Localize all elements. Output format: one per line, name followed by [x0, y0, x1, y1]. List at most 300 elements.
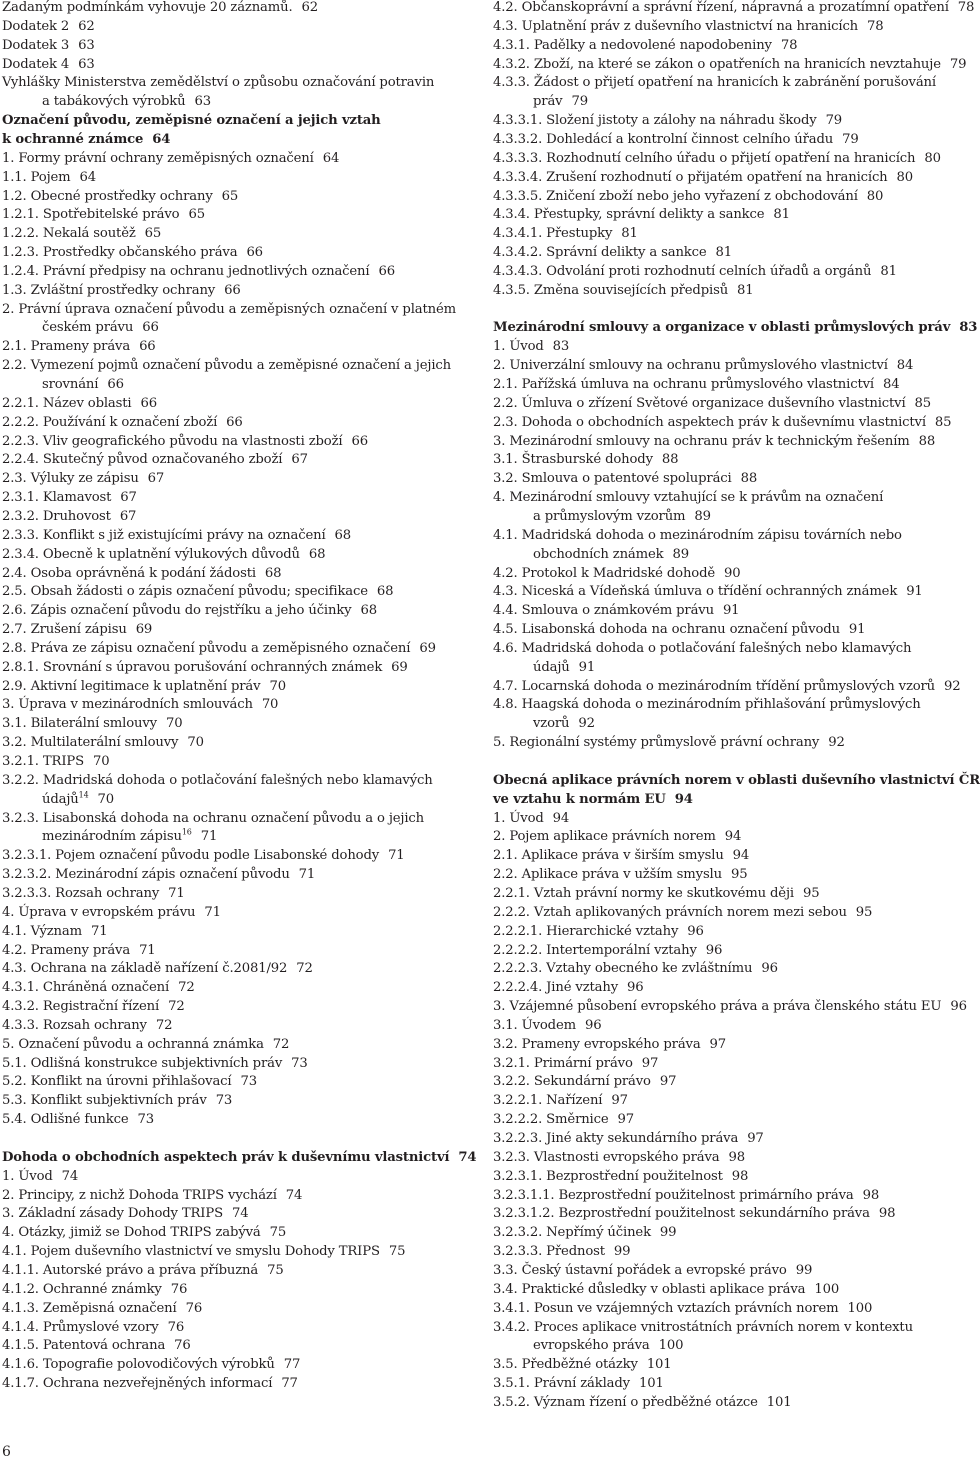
toc-entry [533, 509, 711, 525]
toc-entry-title: 2.8.1. Srovnání s úpravou porušování ochranných známek [2, 659, 383, 675]
toc-entry [2, 151, 339, 167]
toc-entry-title: 4.3.1. Chráněná označení [2, 980, 170, 996]
toc-entry [493, 377, 899, 393]
toc-entry [42, 320, 159, 336]
toc-entry-title: Obecná aplikace právních norem v oblasti duševního vlastnictví ČR [493, 772, 980, 788]
toc-entry [2, 396, 157, 412]
toc-entry-title: 2. Právní úprava označení původu a zeměpisných označení v platném [2, 301, 456, 317]
toc-entry-title: 4.3.3.3. Rozhodnutí celního úřadu o přijetí opatření na hranicích [493, 150, 916, 166]
toc-entry-page: 66 [351, 433, 368, 449]
toc-entry [493, 867, 747, 883]
toc-entry-page: 94 [674, 791, 693, 807]
toc-entry-page: 98 [731, 1168, 749, 1184]
toc-entry-page: 66 [226, 414, 243, 430]
toc-entry-page: 74 [61, 1168, 79, 1184]
toc-entry [2, 1206, 248, 1222]
toc-entry-title: 5. Označení původu a ochranná známka [2, 1036, 264, 1052]
toc-entry-title: 4.1. Význam [2, 923, 82, 939]
toc-entry [2, 1074, 257, 1090]
toc-entry [533, 547, 689, 563]
toc-entry-title: 2.2.2.1. Hierarchické vztahy [493, 923, 679, 939]
toc-entry-title: 4.3.1. Padělky a nedovolené napodobeniny [493, 37, 772, 53]
toc-entry-page: 97 [709, 1036, 727, 1052]
toc-entry [2, 452, 308, 468]
toc-entry [493, 961, 778, 977]
toc-entry-page: 68 [334, 527, 351, 543]
toc-entry-page: 91 [578, 659, 596, 675]
toc-entry-title: údajů [533, 659, 570, 675]
toc-entry-title: Dodatek 4 [2, 56, 70, 72]
toc-entry [42, 829, 217, 845]
toc-entry-page: 97 [641, 1055, 659, 1071]
toc-entry-page: 89 [694, 508, 711, 524]
toc-entry-page: 66 [139, 339, 156, 355]
toc-entry-title: evropského práva [533, 1338, 650, 1354]
toc-entry-page: 76 [174, 1338, 191, 1354]
toc-entry-title: 3.1. Úvodem [493, 1017, 576, 1033]
toc-entry-title: 2.1. Prameny práva [2, 339, 131, 355]
toc-entry [2, 528, 351, 544]
toc-entry [2, 999, 185, 1015]
toc-entry-title: Zadaným podmínkám vyhovuje 20 záznamů. [2, 0, 293, 15]
toc-entry-title: 2.8. Práva ze zápisu označení původu a zeměpisného označení [2, 640, 411, 656]
toc-entry [2, 1301, 202, 1317]
toc-entry-page: 67 [120, 490, 137, 506]
toc-entry-page: 96 [584, 1017, 602, 1033]
toc-entry [2, 1357, 300, 1373]
toc-entry-page: 78 [957, 0, 975, 15]
toc-entry-page: 80 [924, 150, 941, 166]
toc-entry [42, 94, 211, 110]
toc-entry-page: 90 [724, 565, 741, 581]
toc-entry [493, 19, 884, 35]
toc-entry-page: 96 [705, 942, 723, 958]
toc-entry-page: 95 [730, 867, 748, 883]
toc-entry-title: 3.2.3. Vlastnosti evropského práva [493, 1149, 720, 1165]
toc-entry-page: 81 [715, 245, 733, 261]
toc-entry-title: 2.4. Osoba oprávněná k podání žádosti [2, 565, 256, 581]
toc-entry [2, 1169, 78, 1185]
toc-entry [493, 1282, 839, 1298]
toc-entry-title: 2.2.1. Název oblasti [2, 395, 132, 411]
toc-entry [493, 735, 845, 751]
toc-entry-page: 76 [185, 1300, 203, 1316]
toc-entry-title: 4.1.4. Průmyslové vzory [2, 1319, 159, 1335]
toc-entry-title: 4.3.5. Změna souvisejících předpisů [493, 282, 729, 298]
toc-entry-title: 3.2.2.2. Směrnice [493, 1112, 609, 1128]
toc-entry [2, 1338, 191, 1354]
toc-entry [2, 415, 243, 431]
toc-entry-title: 4.3.3.1. Složení jistoty a zálohy na náhradu škody [493, 113, 817, 129]
toc-entry [42, 377, 124, 393]
toc-entry [2, 943, 156, 959]
toc-entry-title: 4. Úprava v evropském právu [2, 904, 196, 920]
toc-entry [2, 358, 451, 374]
toc-entry [2, 339, 156, 355]
toc-entry-title: 2.2.2. Vztah aplikovaných právních norem mezi sebou [493, 904, 847, 920]
toc-entry-title: 2. Univerzální smlouvy na ochranu průmyslového vlastnictví [493, 358, 888, 374]
toc-entry-page: 80 [866, 188, 884, 204]
toc-entry-page: 68 [360, 603, 377, 619]
toc-entry [493, 132, 859, 148]
toc-entry-page: 63 [78, 56, 95, 72]
toc-entry-title: 4.3.3. Žádost o přijetí opatření na hranicích k zabránění porušování [493, 75, 936, 91]
toc-entry [493, 1357, 672, 1373]
toc-entry-page: 72 [296, 961, 313, 977]
toc-entry-title: 4.3.2. Registrační řízení [2, 999, 160, 1015]
toc-entry [493, 886, 819, 902]
toc-entry-title: 4.7. Locarnská dohoda o mezinárodním třídění průmyslových vzorů [493, 678, 936, 694]
toc-entry [493, 1320, 913, 1336]
toc-entry [493, 1169, 748, 1185]
toc-entry-page: 62 [301, 0, 318, 15]
toc-entry-title: 4.3.3.2. Dohledácí a kontrolní činnost celního úřadu [493, 131, 834, 147]
toc-entry-page: 65 [188, 207, 205, 223]
toc-entry [2, 660, 408, 676]
toc-entry [493, 1037, 726, 1053]
toc-entry [2, 283, 241, 299]
toc-entry [2, 1376, 298, 1392]
toc-entry-title: 3.2.1. Primární právo [493, 1055, 633, 1071]
toc-entry-page: 97 [611, 1093, 628, 1109]
toc-entry-page: 75 [267, 1262, 284, 1278]
toc-entry-title: 3.1. Štrasburské dohody [493, 452, 653, 468]
toc-entry [533, 660, 595, 676]
toc-entry-title: 5.2. Konflikt na úrovni přihlašovací [2, 1074, 232, 1090]
toc-entry [493, 1112, 634, 1128]
toc-entry [493, 151, 941, 167]
toc-entry-title: 4.3.2. Zboží, na které se zákon o opatřeních na hranicích nevztahuje [493, 56, 941, 72]
toc-entry [2, 1112, 154, 1128]
toc-entry-page: 64 [152, 131, 171, 147]
toc-entry-title: 2.3.1. Klamavost [2, 490, 112, 506]
toc-entry [2, 490, 137, 506]
toc-entry [2, 434, 368, 450]
toc-entry [2, 641, 436, 657]
toc-entry [493, 339, 569, 355]
toc-entry [42, 792, 114, 808]
toc-entry-title: ve vztahu k normám EU [493, 791, 666, 807]
toc-entry-title: 5.1. Odlišná konstrukce subjektivních práv [2, 1055, 283, 1071]
toc-entry [493, 226, 638, 242]
toc-entry-page: 64 [79, 169, 97, 185]
toc-entry-page: 75 [388, 1244, 406, 1260]
toc-entry-title: 4.2. Občanskoprávní a správní řízení, nápravná a prozatímní opatření [493, 0, 949, 15]
toc-entry-page: 98 [878, 1206, 896, 1222]
toc-entry [2, 170, 96, 186]
toc-entry-title: 5. Regionální systémy průmyslově právní ochrany [493, 735, 820, 751]
toc-entry-title: 4.1.5. Patentová ochrana [2, 1338, 166, 1354]
toc-entry [2, 603, 377, 619]
toc-entry-title: 3.4.2. Proces aplikace vnitrostátních právních norem v kontextu [493, 1319, 913, 1335]
toc-entry [2, 0, 318, 16]
toc-entry-title: 1.3. Zvláštní prostředky ochrany [2, 282, 216, 298]
toc-entry-title: Dodatek 2 [2, 18, 70, 34]
toc-entry [493, 792, 693, 808]
toc-entry [493, 848, 749, 864]
toc-entry-page: 70 [261, 697, 279, 713]
toc-entry-title: 4.1.1. Autorské právo a práva příbuzná [2, 1262, 259, 1278]
toc-entry [2, 716, 182, 732]
toc-entry-title: 2.5. Obsah žádosti o zápis označení původu; specifikace [2, 584, 368, 600]
toc-entry [493, 57, 966, 73]
toc-entry-page: 66 [107, 377, 124, 392]
toc-entry-title: 3. Základní zásady Dohody TRIPS [2, 1206, 223, 1222]
toc-entry-page: 99 [659, 1225, 677, 1241]
toc-entry-title: 3.2.2.1. Nařízení [493, 1093, 603, 1109]
toc-entry-title: 4.4. Smlouva o známkovém právu [493, 603, 714, 619]
toc-entry-page: 63 [194, 94, 211, 110]
toc-entry-page: 97 [747, 1131, 764, 1146]
toc-entry-page: 84 [896, 358, 914, 374]
toc-entry-page: 70 [269, 678, 286, 694]
toc-entry-title: 1. Úvod [493, 339, 544, 355]
toc-entry-page: 94 [732, 848, 750, 864]
toc-entry-page: 79 [571, 94, 588, 110]
toc-entry-page: 91 [848, 622, 866, 638]
toc-entry [2, 886, 185, 902]
toc-entry-title: 3.1. Bilaterální smlouvy [2, 716, 157, 732]
toc-entry-title: českém právu [42, 320, 134, 336]
toc-entry-title: 4.3.3.5. Zničení zboží nebo jeho vyřazení z obchodování [493, 188, 858, 204]
toc-entry-title: 3.2.3.1. Bezprostřední použitelnost [493, 1168, 723, 1184]
toc-entry-page: 76 [167, 1319, 185, 1335]
toc-entry [493, 113, 842, 129]
toc-entry-page: 83 [959, 320, 978, 336]
toc-entry-title: 3.4. Praktické důsledky v oblasti aplikace práva [493, 1281, 806, 1297]
toc-entry-title: 3.5.2. Význam řízení o předběžné otázce [493, 1394, 758, 1410]
toc-entry [2, 226, 161, 242]
toc-entry-page: 99 [613, 1244, 631, 1260]
toc-entry [493, 1131, 764, 1147]
toc-entry-title: 3.2.2. Madridská dohoda o potlačování falešných nebo klamavých [2, 772, 433, 788]
toc-entry-title: k ochranné známce [2, 131, 144, 147]
toc-entry-title: 2.1. Pařížská úmluva na ochranu průmyslového vlastnictví [493, 377, 874, 392]
toc-entry-page: 81 [737, 282, 754, 298]
toc-entry-title: 1.2.2. Nekalá soutěž [2, 226, 136, 242]
toc-entry-page: 88 [661, 452, 679, 468]
toc-entry [493, 829, 741, 845]
toc-entry [493, 490, 883, 506]
toc-entry-title: 1.2.4. Právní předpisy na ochranu jednotlivých označení [2, 263, 370, 279]
toc-entry-title: 1. Úvod [493, 810, 544, 826]
toc-entry-page: 94 [552, 810, 570, 826]
toc-entry-title: 2.3.4. Obecně k uplatnění výlukových důvodů [2, 546, 300, 562]
toc-entry-page: 65 [221, 188, 239, 204]
toc-entry-title: 3.2.2.3. Jiné akty sekundárního práva [493, 1131, 739, 1146]
toc-entry-page: 100 [814, 1281, 840, 1297]
toc-entry-title: 2.2.2.4. Jiné vztahy [493, 980, 619, 996]
toc-entry [2, 679, 286, 695]
toc-entry-title: 3. Úprava v mezinárodních smlouvách [2, 697, 253, 713]
toc-entry [493, 1056, 658, 1072]
toc-entry [493, 1376, 664, 1392]
toc-entry-page: 68 [376, 584, 394, 600]
toc-entry-title: 4.1. Madridská dohoda o mezinárodním zápisu továrních nebo [493, 527, 902, 543]
toc-entry-page: 97 [617, 1112, 635, 1128]
toc-entry-page: 77 [281, 1376, 298, 1392]
toc-entry [533, 716, 595, 732]
toc-entry-page: 73 [137, 1112, 154, 1128]
toc-entry-title: 4.3.4.3. Odvolání proti rozhodnutí celních úřadů a orgánů [493, 263, 872, 279]
toc-entry [2, 132, 170, 148]
toc-entry-page: 71 [200, 829, 218, 845]
toc-entry [2, 1263, 284, 1279]
toc-entry [2, 961, 313, 977]
toc-entry [493, 264, 897, 280]
toc-entry-page: 69 [135, 622, 153, 638]
toc-entry-page: 66 [246, 245, 263, 261]
toc-entry [2, 57, 95, 73]
toc-entry-page: 66 [224, 282, 241, 298]
toc-entry [2, 1093, 232, 1109]
toc-entry-title: 3.2.1. TRIPS [2, 754, 84, 769]
toc-entry [2, 38, 95, 54]
toc-entry-page: 71 [139, 942, 156, 958]
toc-entry-page: 71 [388, 848, 405, 864]
toc-entry-page: 85 [914, 395, 932, 411]
toc-entry [2, 924, 107, 940]
toc-entry-title: obchodních známek [533, 546, 664, 562]
toc-entry-page: 73 [291, 1055, 308, 1071]
toc-entry [2, 19, 95, 35]
toc-entry [2, 302, 456, 318]
toc-entry-title: 2.2. Aplikace práva v užším smyslu [493, 867, 722, 883]
toc-entry-page: 78 [867, 18, 884, 34]
toc-entry [493, 38, 797, 54]
toc-entry [2, 697, 278, 713]
toc-entry-page: 71 [90, 923, 108, 939]
toc-entry-page: 70 [92, 754, 110, 769]
toc-entry-title: 4.1.3. Zeměpisná označení [2, 1300, 177, 1316]
toc-entry [2, 1188, 302, 1204]
toc-entry-title: 2.2.1. Vztah právní normy ke skutkovému ději [493, 885, 794, 901]
toc-entry-title: mezinárodním zápisu [42, 829, 182, 845]
toc-entry [533, 94, 588, 110]
toc-entry [2, 754, 109, 770]
toc-entry [493, 811, 569, 827]
toc-entry-page: 83 [552, 339, 570, 355]
toc-entry-title: vzorů [533, 716, 570, 732]
page-number: 6 [2, 1444, 11, 1460]
toc-entry-page: 95 [802, 885, 820, 901]
toc-entry [2, 1225, 286, 1241]
toc-entry-page: 72 [272, 1036, 290, 1052]
toc-entry-title: 3.2.3.1.1. Bezprostřední použitelnost primárního práva [493, 1187, 854, 1203]
toc-entry-page: 62 [78, 18, 95, 34]
toc-entry [2, 1244, 405, 1260]
toc-entry-title: 2.7. Zrušení zápisu [2, 622, 127, 638]
toc-entry-title: 4.5. Lisabonská dohoda na ochranu označení původu [493, 622, 840, 638]
toc-entry-page: 71 [204, 904, 221, 920]
toc-entry-title: 2. Pojem aplikace právních norem [493, 829, 716, 845]
toc-entry-page: 69 [419, 640, 436, 656]
toc-entry-title: 3.2.3. Lisabonská dohoda na ochranu označení původu a o jejich [2, 810, 425, 826]
toc-entry-title: 3. Mezinárodní smlouvy na ochranu práv k technickým řešením [493, 433, 910, 449]
toc-entry [2, 566, 281, 582]
toc-entry-title: 2.2.2. Používání k označení zboží [2, 414, 218, 430]
toc-entry-page: 101 [646, 1357, 672, 1373]
toc-entry [493, 1206, 895, 1222]
toc-entry-title: 3.2. Prameny evropského práva [493, 1036, 701, 1052]
toc-entry-page: 76 [170, 1281, 188, 1297]
toc-entry-title: 2.2.4. Skutečný původ označovaného zboží [2, 452, 283, 468]
toc-entry-page: 79 [949, 56, 967, 72]
toc-entry-title: 3.3. Český ústavní pořádek a evropské právo [493, 1262, 787, 1278]
toc-entry-title: 4. Otázky, jimiž se Dohod TRIPS zabývá [2, 1225, 261, 1241]
toc-entry-page: 81 [773, 207, 790, 223]
toc-entry-title: 4.3.4.1. Přestupky [493, 226, 613, 242]
toc-entry-title: 3.2.2. Sekundární právo [493, 1074, 651, 1090]
toc-entry [2, 1320, 184, 1336]
toc-entry-title: Dodatek 3 [2, 37, 70, 53]
toc-entry-page: 81 [621, 226, 638, 242]
toc-entry-title: 4.3.3.4. Zrušení rozhodnutí o přijatém opatření na hranicích [493, 169, 888, 185]
toc-entry-title: 4.3.4. Přestupky, správní delikty a sankce [493, 207, 765, 223]
toc-entry-page: 91 [906, 584, 923, 600]
toc-entry-page: 80 [896, 169, 914, 185]
toc-entry-title: 1. Úvod [2, 1168, 53, 1184]
toc-entry [2, 867, 315, 883]
footnote-marker: 16 [181, 828, 192, 837]
toc-entry [493, 471, 757, 487]
toc-entry [2, 264, 395, 280]
toc-entry [493, 1301, 872, 1317]
toc-entry [2, 207, 205, 223]
toc-entry [493, 999, 967, 1015]
toc-entry [493, 584, 923, 600]
toc-entry [2, 1037, 289, 1053]
toc-entry-title: 2.2.2.3. Vztahy obecného ke zvláštnímu [493, 961, 753, 977]
toc-entry [493, 1263, 812, 1279]
toc-entry [2, 113, 381, 129]
toc-entry [493, 773, 980, 789]
toc-entry-page: 70 [187, 735, 204, 751]
toc-entry-title: 4.6. Madridská dohoda o potlačování falešných nebo klamavých [493, 640, 912, 656]
toc-entry-page: 96 [761, 961, 778, 977]
toc-entry-title: 4.1.6. Topografie polovodičových výrobků [2, 1357, 275, 1373]
toc-entry-title: 2.6. Zápis označení původu do rejstříku a jeho účinky [2, 603, 352, 619]
toc-entry-page: 98 [728, 1149, 745, 1165]
toc-entry-title: Vyhlášky Ministerstva zemědělství o způsobu označování potravin [2, 75, 435, 91]
toc-entry-title: 4.1.2. Ochranné známky [2, 1281, 162, 1297]
toc-entry-title: 3.2.3.3. Rozsah ochrany [2, 885, 160, 901]
toc-entry-title: a průmyslovým vzorům [533, 508, 686, 524]
toc-entry-page: 88 [918, 433, 936, 449]
toc-entry [2, 773, 433, 789]
toc-entry-title: 4.3. Uplatnění práv z duševního vlastnictví na hranicích [493, 18, 859, 34]
toc-entry [2, 735, 204, 751]
toc-entry-title: 2.3. Dohoda o obchodních aspektech práv k duševnímu vlastnictví [493, 414, 926, 430]
toc-entry-page: 67 [291, 452, 308, 468]
toc-entry [493, 0, 974, 16]
toc-entry-title: srovnání [42, 377, 99, 392]
toc-entry-title: 3.2.3.3. Přednost [493, 1244, 605, 1260]
toc-entry-title: 4. Mezinárodní smlouvy vztahující se k právům na označení [493, 490, 884, 506]
toc-entry-page: 68 [308, 546, 326, 562]
toc-entry-title: údajů [42, 791, 79, 807]
toc-entry-title: 1.1. Pojem [2, 169, 71, 185]
toc-entry [2, 1282, 187, 1298]
toc-entry [2, 980, 195, 996]
toc-entry-page: 67 [147, 471, 165, 487]
toc-entry-page: 97 [659, 1074, 677, 1090]
toc-entry-title: 4.2. Protokol k Madridské dohodě [493, 565, 716, 581]
toc-entry-page: 66 [378, 263, 395, 279]
toc-entry [2, 189, 238, 205]
toc-entry-title: Dohoda o obchodních aspektech práv k duševnímu vlastnictví [2, 1149, 450, 1165]
toc-entry-title: 4.1. Pojem duševního vlastnictví ve smyslu Dohody TRIPS [2, 1244, 380, 1260]
